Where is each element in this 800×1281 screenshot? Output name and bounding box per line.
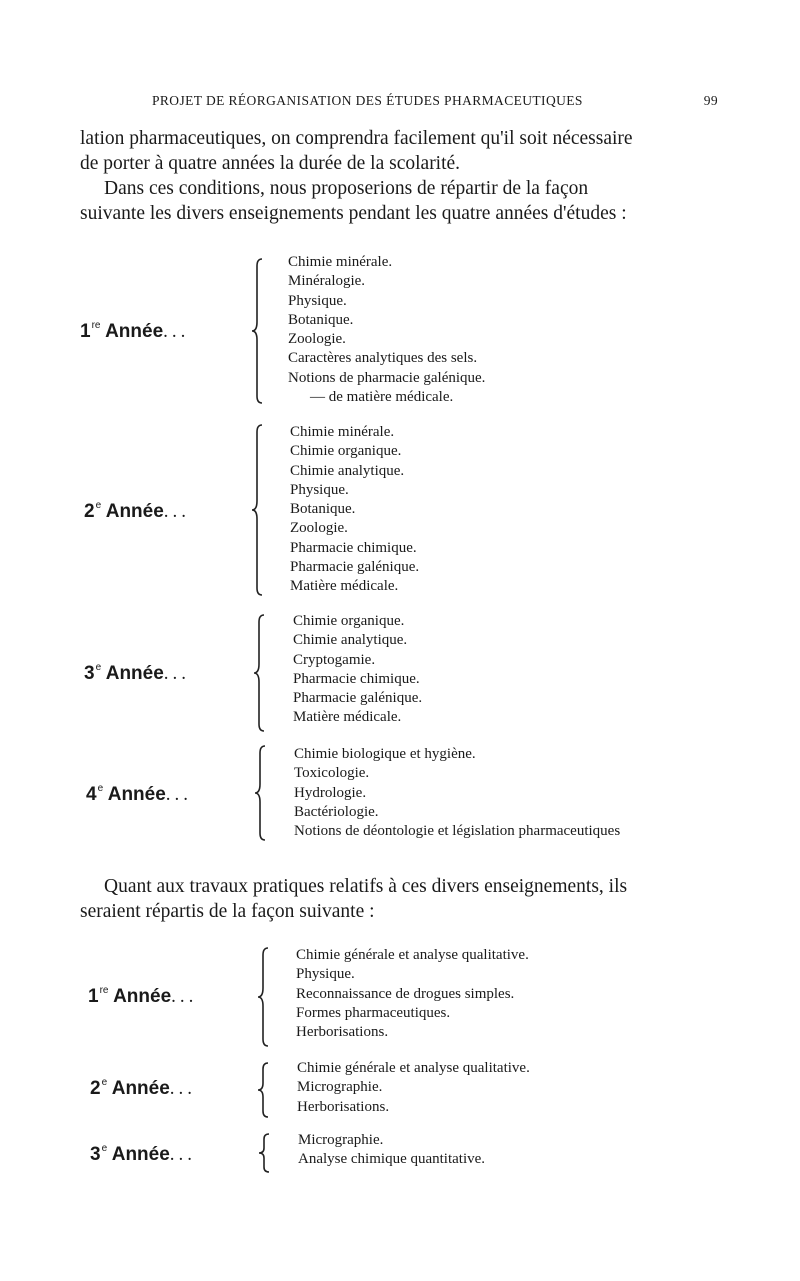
subject-item: Herborisations.	[296, 1024, 389, 1041]
subject-item: Botanique.	[288, 311, 354, 328]
subject-item: Matière médicale.	[293, 709, 402, 726]
subject-item: Pharmacie chimique.	[290, 539, 417, 556]
subject-item: — de matière médicale.	[310, 389, 454, 406]
subject-item: Zoologie.	[290, 520, 348, 537]
subject-item: Pharmacie galénique.	[290, 559, 420, 576]
subject-list	[296, 946, 529, 1042]
year-label: 4e Année...	[86, 783, 193, 805]
subject-list	[298, 1131, 485, 1170]
intro-line-3: Dans ces conditions, nous proposerions de répartir de la façon	[104, 178, 589, 199]
subject-item: Hydrologie.	[294, 784, 367, 801]
subject-item: Chimie générale et analyse qualitative.	[296, 947, 529, 963]
year-label: 2e Année...	[90, 1077, 197, 1099]
subject-list	[297, 1059, 530, 1117]
subject-item: Matière médicale.	[290, 578, 399, 595]
subject-item: Analyse chimique quantitative.	[298, 1151, 486, 1168]
subject-item: Zoologie.	[288, 331, 346, 348]
subject-item: Minéralogie.	[288, 273, 366, 290]
year-label: 1re Année...	[80, 320, 190, 342]
subject-item: Herborisations.	[297, 1098, 390, 1115]
subject-item: Chimie organique.	[290, 443, 402, 460]
subject-list	[293, 612, 422, 728]
subject-item: Chimie organique.	[293, 613, 405, 629]
subject-item: Micrographie.	[297, 1079, 383, 1096]
subject-item: Reconnaissance de drogues simples.	[296, 985, 515, 1002]
page-number: 99	[703, 93, 718, 108]
header-title: PROJET DE RÉORGANISATION DES ÉTUDES PHARMACEUTIQUES	[152, 93, 583, 108]
brace-icon	[250, 258, 268, 404]
intro-line-2: de porter à quatre années la durée de la scolarité.	[80, 153, 461, 174]
subject-item: Physique.	[290, 481, 349, 498]
subject-item: Caractères analytiques des sels.	[288, 350, 478, 367]
subject-item: Chimie générale et analyse qualitative.	[297, 1060, 530, 1076]
subject-list	[288, 253, 485, 407]
subject-list	[294, 745, 620, 841]
subject-item: Formes pharmaceutiques.	[296, 1004, 451, 1021]
travaux-paragraph	[80, 874, 700, 924]
brace-icon	[252, 614, 270, 732]
subject-item: Cryptogamie.	[293, 651, 376, 668]
brace-icon	[253, 745, 271, 841]
subject-item: Micrographie.	[298, 1132, 384, 1148]
subject-item: Chimie analytique.	[293, 632, 408, 649]
intro-line-4: suivante les divers enseignements pendant les quatre années d'études :	[80, 203, 627, 224]
travaux-line-1: Quant aux travaux pratiques relatifs à ces divers enseignements, ils	[104, 876, 628, 897]
travaux-line-2: seraient répartis de la façon suivante :	[80, 901, 375, 922]
running-header	[80, 93, 720, 113]
subject-item: Botanique.	[290, 501, 356, 518]
year-label: 1re Année...	[88, 985, 198, 1007]
brace-icon	[256, 1062, 274, 1118]
subject-item: Chimie minérale.	[290, 424, 395, 440]
year-label: 3e Année...	[90, 1143, 197, 1165]
subject-item: Chimie analytique.	[290, 462, 405, 479]
subject-item: Bactériologie.	[294, 803, 379, 820]
intro-paragraph	[80, 126, 700, 226]
brace-icon	[250, 424, 268, 596]
subject-item: Notions de déontologie et législation pharmaceutiques	[294, 823, 621, 840]
subject-item: Physique.	[288, 292, 347, 309]
subject-item: Pharmacie galénique.	[293, 690, 423, 707]
subject-item: Chimie biologique et hygiène.	[294, 746, 476, 762]
brace-icon	[257, 1133, 275, 1173]
year-label: 2e Année...	[84, 500, 191, 522]
subject-item: Chimie minérale.	[288, 254, 393, 270]
subject-item: Physique.	[296, 966, 355, 983]
subject-item: Toxicologie.	[294, 765, 370, 782]
subject-list	[290, 423, 419, 597]
subject-item: Pharmacie chimique.	[293, 670, 420, 687]
brace-icon	[256, 947, 274, 1047]
intro-line-1: lation pharmaceutiques, on comprendra facilement qu'il soit nécessaire	[80, 128, 633, 149]
year-label: 3e Année...	[84, 662, 191, 684]
subject-item: Notions de pharmacie galénique.	[288, 369, 486, 386]
